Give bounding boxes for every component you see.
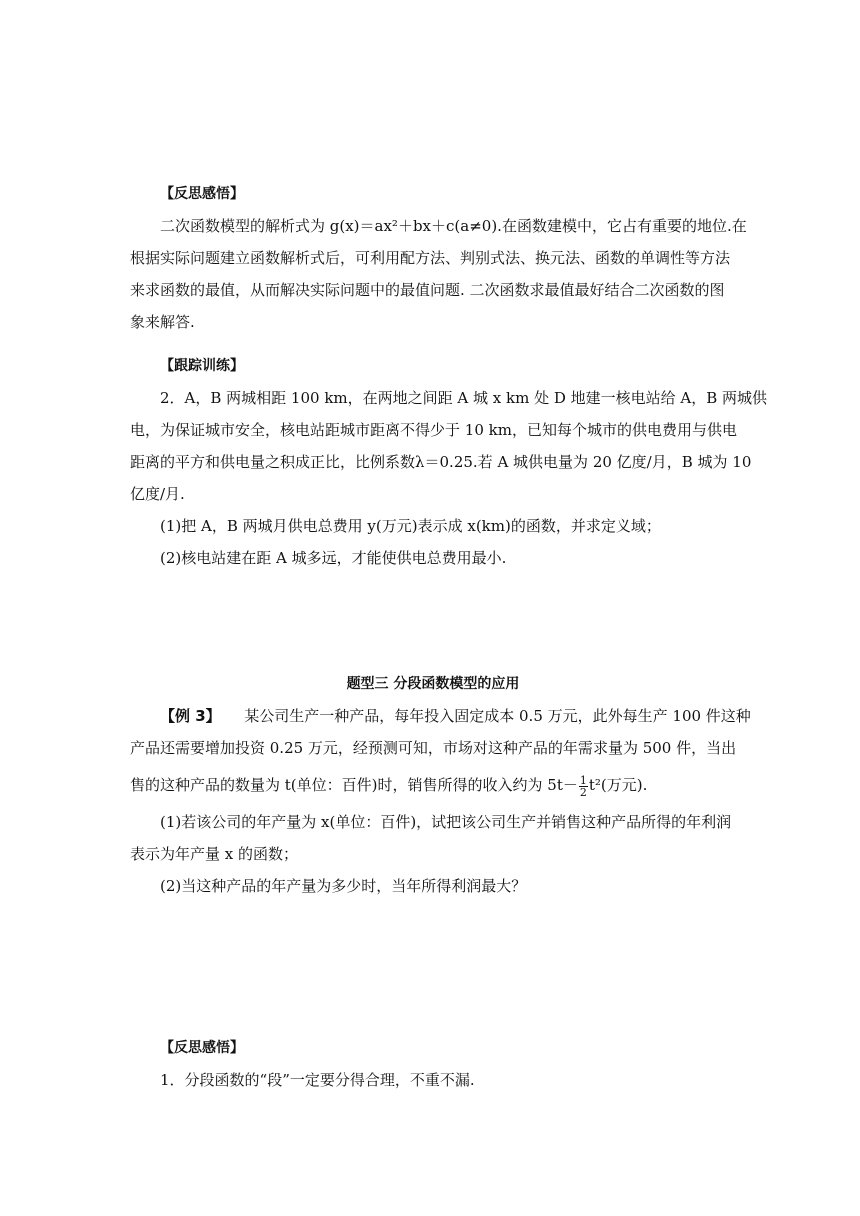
example-text: t²(万元). [588, 776, 648, 794]
reflection-heading: 【反思感悟】 [160, 186, 244, 202]
reflection-heading: 【反思感悟】 [160, 1040, 244, 1056]
fraction-denominator: 2 [579, 785, 587, 799]
paragraph-line: 象来解答. [130, 313, 195, 331]
question-1-cont: 表示为年产量 x 的函数； [130, 845, 298, 863]
problem-line: 亿度/月. [130, 485, 185, 503]
example-text: 某公司生产一种产品，每年投入固定成本 0.5 万元，此外每生产 100 件这种 [244, 707, 751, 725]
question-1: (1)若该公司的年产量为 x(单位：百件)，试把该公司生产并销售这种产品所得的年利润 [160, 813, 732, 831]
practice-heading: 【跟踪训练】 [160, 358, 244, 374]
reflection-section-1 [130, 178, 747, 338]
problem-line: 距离的平方和供电量之积成正比，比例系数λ＝0.25.若 A 城供电量为 20 亿度/月，B 城为 10 [130, 453, 752, 471]
paragraph-line: 1．分段函数的“段”一定要分得合理，不重不漏. [160, 1071, 475, 1089]
paragraph-line: 来求函数的最值，从而解决实际问题中的最值问题. 二次函数求最值最好结合二次函数的图 [130, 281, 725, 299]
example-line: 产品还需要增加投资 0.25 万元，经预测可知，市场对这种产品的年需求量为 500 件，当出 [130, 739, 737, 757]
example-line [130, 700, 751, 732]
example-text: 售的这种产品的数量为 t(单位：百件)时，销售所得的收入约为 5t－ [130, 776, 578, 794]
reflection-section-2 [130, 1032, 736, 1096]
paragraph-line: 根据实际问题建立函数解析式后，可利用配方法、判别式法、换元法、函数的单调性等方法 [130, 249, 731, 267]
practice-section [130, 350, 768, 574]
question-2: (2)当这种产品的年产量为多少时，当年所得利润最大？ [160, 877, 527, 895]
example-line-with-fraction [130, 764, 736, 806]
fraction-numerator: 1 [579, 773, 587, 787]
fraction [579, 775, 588, 798]
question-2: (2)核电站建在距 A 城多远，才能使供电总费用最小. [160, 549, 507, 567]
question-1: (1)把 A，B 两城月供电总费用 y(万元)表示成 x(km)的函数，并求定义域； [160, 517, 661, 535]
paragraph-line: 二次函数模型的解析式为 g(x)＝ax²＋bx＋c(a≠0).在函数建模中，它占有重要的地位.在 [160, 217, 747, 235]
example-label: 【例 3】 [160, 707, 221, 725]
problem-line: 2．A，B 两城相距 100 km，在两地之间距 A 城 x km 处 D 地建一核电站给 A，B 两城供 [160, 389, 768, 407]
problem-line: 电，为保证城市安全，核电站距城市距离不得少于 10 km，已知每个城市的供电费用与供电 [130, 421, 737, 439]
section-title: 题型三 分段函数模型的应用 [346, 676, 520, 692]
topic-three-section [130, 668, 751, 902]
